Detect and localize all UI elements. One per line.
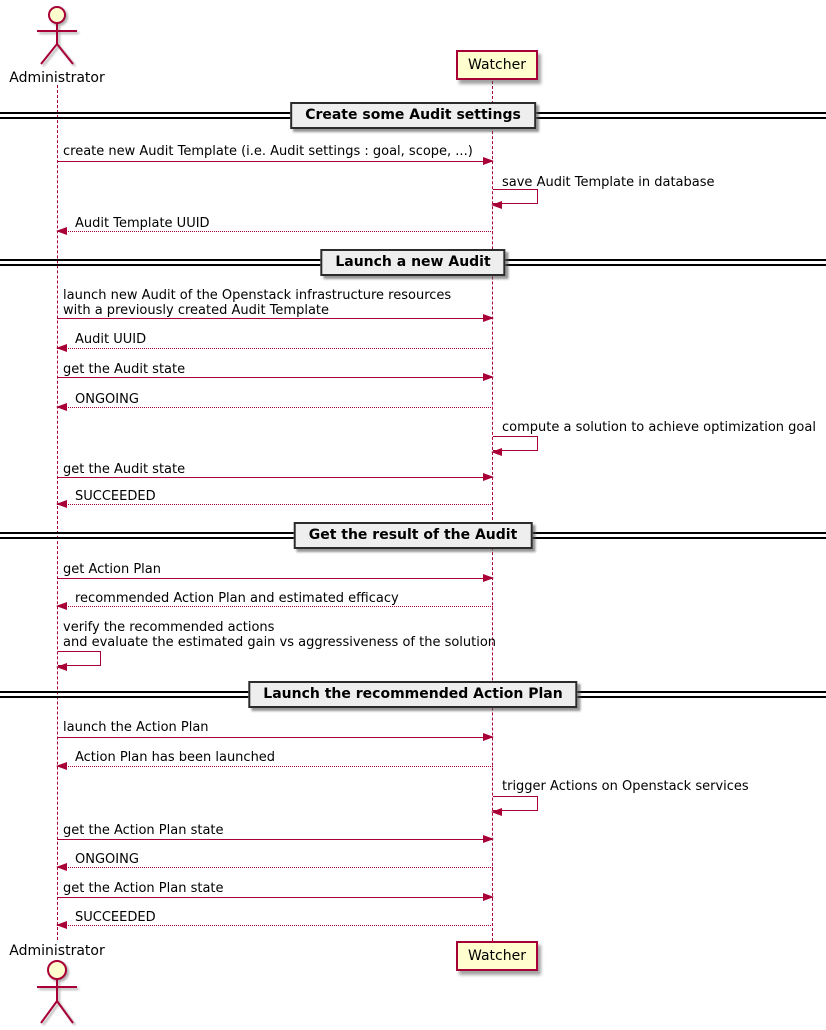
arrowhead-icon <box>491 201 502 209</box>
arrowhead-icon <box>483 157 494 165</box>
self-message-label: and evaluate the estimated gain vs aggressiveness of the solution <box>63 635 497 650</box>
administrator-actor-top <box>0 6 117 86</box>
arrowhead-icon <box>483 473 494 481</box>
self-message-loop <box>493 796 538 811</box>
divider-launch-new-audit <box>320 249 505 276</box>
reply-arrow <box>57 231 493 232</box>
arrowhead-icon <box>56 602 67 610</box>
divider-create-audit-settings <box>290 102 536 129</box>
message-label: create new Audit Template (i.e. Audit settings : goal, scope, ...) <box>63 144 473 159</box>
message-arrow <box>57 839 493 840</box>
administrator-actor-bottom <box>0 943 117 1029</box>
message-label: get the Audit state <box>63 362 186 377</box>
message-label: Audit Template UUID <box>75 216 210 231</box>
message-label: get the Audit state <box>63 462 186 477</box>
administrator-label: Administrator <box>9 70 105 86</box>
self-message-label: trigger Actions on Openstack services <box>502 779 749 794</box>
arrowhead-icon <box>56 663 67 671</box>
watcher-participant-bottom <box>456 941 538 971</box>
message-label: get the Action Plan state <box>63 881 224 896</box>
message-label: launch new Audit of the Openstack infrastructure resources <box>63 288 452 303</box>
message-label: recommended Action Plan and estimated efficacy <box>75 591 399 606</box>
reply-arrow <box>57 867 493 868</box>
administrator-lifeline <box>57 85 58 940</box>
reply-arrow <box>57 925 493 926</box>
self-message-label: verify the recommended actions <box>63 620 275 635</box>
watcher-participant-top <box>456 50 538 80</box>
divider-label: Get the result of the Audit <box>308 527 518 543</box>
administrator-label: Administrator <box>9 943 105 959</box>
reply-arrow <box>57 407 493 408</box>
arrowhead-icon <box>483 314 494 322</box>
self-message-label: save Audit Template in database <box>502 175 715 190</box>
arrowhead-icon <box>483 835 494 843</box>
self-message-loop <box>58 651 101 666</box>
message-arrow <box>57 737 493 738</box>
arrowhead-icon <box>491 448 502 456</box>
actor-icon <box>35 959 79 1029</box>
watcher-label: Watcher <box>468 57 526 73</box>
arrowhead-icon <box>491 808 502 816</box>
message-label: ONGOING <box>75 852 139 867</box>
arrowhead-icon <box>56 500 67 508</box>
message-label: SUCCEEDED <box>75 910 156 925</box>
divider-label: Launch a new Audit <box>335 254 491 270</box>
reply-arrow <box>57 606 493 607</box>
message-arrow <box>57 578 493 579</box>
divider-label: Create some Audit settings <box>305 107 521 123</box>
message-label: launch the Action Plan <box>63 720 209 735</box>
message-label: Audit UUID <box>75 332 147 347</box>
message-arrow <box>57 477 493 478</box>
arrowhead-icon <box>56 227 67 235</box>
message-label: with a previously created Audit Template <box>63 303 330 318</box>
reply-arrow <box>57 504 493 505</box>
self-message-loop <box>493 436 538 451</box>
message-label: SUCCEEDED <box>75 489 156 504</box>
arrowhead-icon <box>56 762 67 770</box>
divider-launch-action-plan <box>248 681 577 708</box>
divider-get-audit-result <box>294 522 533 549</box>
message-arrow <box>57 897 493 898</box>
divider-label: Launch the recommended Action Plan <box>263 686 563 702</box>
message-arrow <box>57 318 493 319</box>
message-arrow <box>57 161 493 162</box>
self-message-loop <box>493 189 538 204</box>
arrowhead-icon <box>56 921 67 929</box>
message-label: ONGOING <box>75 392 139 407</box>
watcher-label: Watcher <box>468 948 526 964</box>
reply-arrow <box>57 348 493 349</box>
message-label: get the Action Plan state <box>63 823 224 838</box>
arrowhead-icon <box>483 373 494 381</box>
arrowhead-icon <box>483 893 494 901</box>
self-message-label: compute a solution to achieve optimization goal <box>502 420 816 435</box>
message-label: get Action Plan <box>63 562 161 577</box>
arrowhead-icon <box>483 733 494 741</box>
actor-icon <box>35 6 79 70</box>
reply-arrow <box>57 766 493 767</box>
arrowhead-icon <box>483 574 494 582</box>
arrowhead-icon <box>56 403 67 411</box>
arrowhead-icon <box>56 344 67 352</box>
message-label: Action Plan has been launched <box>75 750 276 765</box>
message-arrow <box>57 377 493 378</box>
arrowhead-icon <box>56 863 67 871</box>
